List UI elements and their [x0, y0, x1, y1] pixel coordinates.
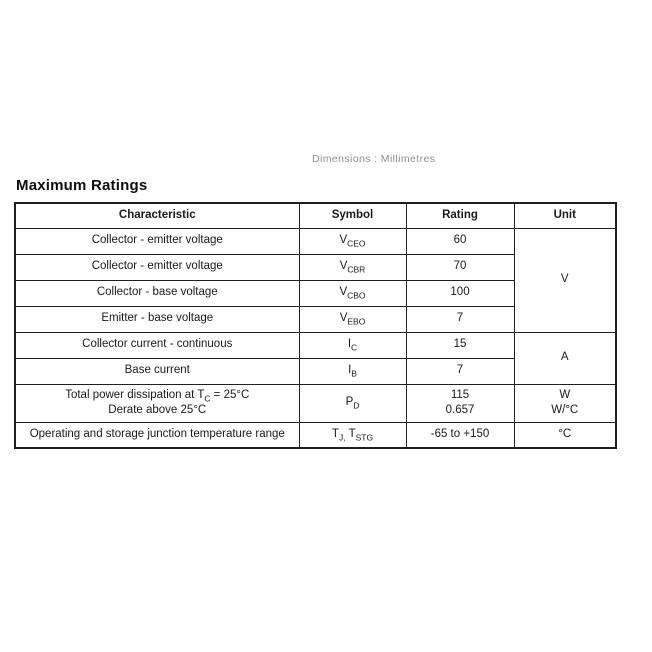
rating-line: 7 — [456, 312, 464, 325]
rating-line: -65 to +150 — [430, 428, 490, 441]
cell-characteristic — [15, 228, 299, 254]
table-row — [15, 422, 616, 448]
rating-line: 15 — [453, 338, 467, 351]
cell-characteristic — [15, 280, 299, 306]
symbol-subscript: C — [204, 392, 211, 403]
symbol-subscript: CEO — [347, 238, 366, 249]
cell-unit — [514, 332, 616, 384]
text-segment: I — [348, 364, 352, 377]
text-segment: V — [339, 260, 348, 273]
rating-line: 60 — [453, 234, 467, 247]
symbol-subscript: STG — [355, 432, 374, 443]
unit-line: V — [560, 273, 569, 286]
characteristic-line — [20, 427, 295, 443]
cell-symbol — [299, 306, 406, 332]
characteristic-line — [20, 388, 295, 404]
unit-line: W — [559, 388, 571, 401]
cell-characteristic — [15, 422, 299, 448]
cell-rating — [406, 228, 514, 254]
symbol-subscript: C — [351, 342, 358, 353]
text-segment: T — [345, 428, 356, 441]
symbol-subscript: CBR — [347, 264, 366, 275]
text-segment: Collector - emitter voltage — [91, 234, 223, 247]
table-row — [15, 332, 616, 358]
section-title: Maximum Ratings — [16, 177, 148, 194]
table-head — [15, 203, 616, 228]
cell-rating — [406, 306, 514, 332]
unit-line: A — [560, 351, 569, 364]
cell-rating — [406, 280, 514, 306]
text-segment: I — [347, 338, 352, 351]
text-segment: Collector current - continuous — [82, 338, 233, 351]
text-segment: Collector - emitter voltage — [91, 260, 223, 273]
rating-line: 100 — [450, 286, 470, 299]
characteristic-line — [20, 337, 295, 353]
symbol-subscript: D — [353, 400, 360, 411]
cell-characteristic — [15, 358, 299, 384]
symbol-subscript: B — [351, 368, 357, 379]
rating-line: 7 — [456, 364, 464, 377]
text-segment: Derate above 25°C — [108, 404, 207, 417]
characteristic-line — [20, 233, 295, 249]
unit-line: W/°C — [551, 404, 579, 417]
rating-line: 115 — [450, 388, 470, 401]
cell-symbol — [299, 358, 406, 384]
rating-line: 0.657 — [445, 404, 475, 417]
cell-symbol — [299, 332, 406, 358]
column-header: Rating — [406, 203, 514, 228]
maximum-ratings-table — [14, 202, 617, 449]
text-segment: Operating and storage junction temperature range — [29, 428, 285, 441]
cell-unit — [514, 228, 616, 332]
column-header: Characteristic — [15, 203, 299, 228]
symbol-subscript: J, — [338, 432, 346, 443]
cell-rating — [406, 254, 514, 280]
cell-characteristic — [15, 332, 299, 358]
cell-characteristic — [15, 306, 299, 332]
characteristic-line — [20, 363, 295, 379]
cell-symbol — [299, 280, 406, 306]
table-body — [15, 228, 616, 448]
symbol-subscript: CBO — [347, 290, 366, 301]
characteristic-line — [20, 311, 295, 327]
text-segment: V — [339, 312, 348, 325]
cell-characteristic — [15, 254, 299, 280]
cell-unit — [514, 384, 616, 422]
text-segment: Base current — [124, 364, 190, 377]
cell-rating — [406, 332, 514, 358]
cell-rating — [406, 422, 514, 448]
cell-characteristic — [15, 384, 299, 422]
header-row — [15, 203, 616, 228]
text-segment: Total power dissipation at T — [65, 388, 205, 401]
characteristic-line — [20, 259, 295, 275]
cell-rating — [406, 358, 514, 384]
cell-symbol — [299, 254, 406, 280]
text-segment: P — [345, 396, 354, 409]
cell-symbol — [299, 384, 406, 422]
text-segment: Emitter - base voltage — [101, 312, 214, 325]
characteristic-line — [20, 285, 295, 301]
table-row — [15, 228, 616, 254]
clipped-caption-text: Dimensions : Millimetres — [312, 153, 436, 165]
text-segment: Collector - base voltage — [96, 286, 218, 299]
column-header: Unit — [514, 203, 616, 228]
column-header: Symbol — [299, 203, 406, 228]
rating-line: 70 — [453, 260, 467, 273]
text-segment: T — [331, 428, 339, 441]
cell-rating — [406, 384, 514, 422]
cell-symbol — [299, 228, 406, 254]
table-row — [15, 384, 616, 422]
text-segment: V — [339, 234, 348, 247]
characteristic-line — [20, 403, 295, 419]
unit-line: °C — [558, 428, 572, 441]
text-segment: V — [339, 286, 348, 299]
cell-symbol — [299, 422, 406, 448]
cell-unit — [514, 422, 616, 448]
symbol-subscript: EBO — [347, 316, 366, 327]
clipped-dimensions-caption — [312, 153, 462, 166]
text-segment: = 25°C — [210, 388, 250, 401]
